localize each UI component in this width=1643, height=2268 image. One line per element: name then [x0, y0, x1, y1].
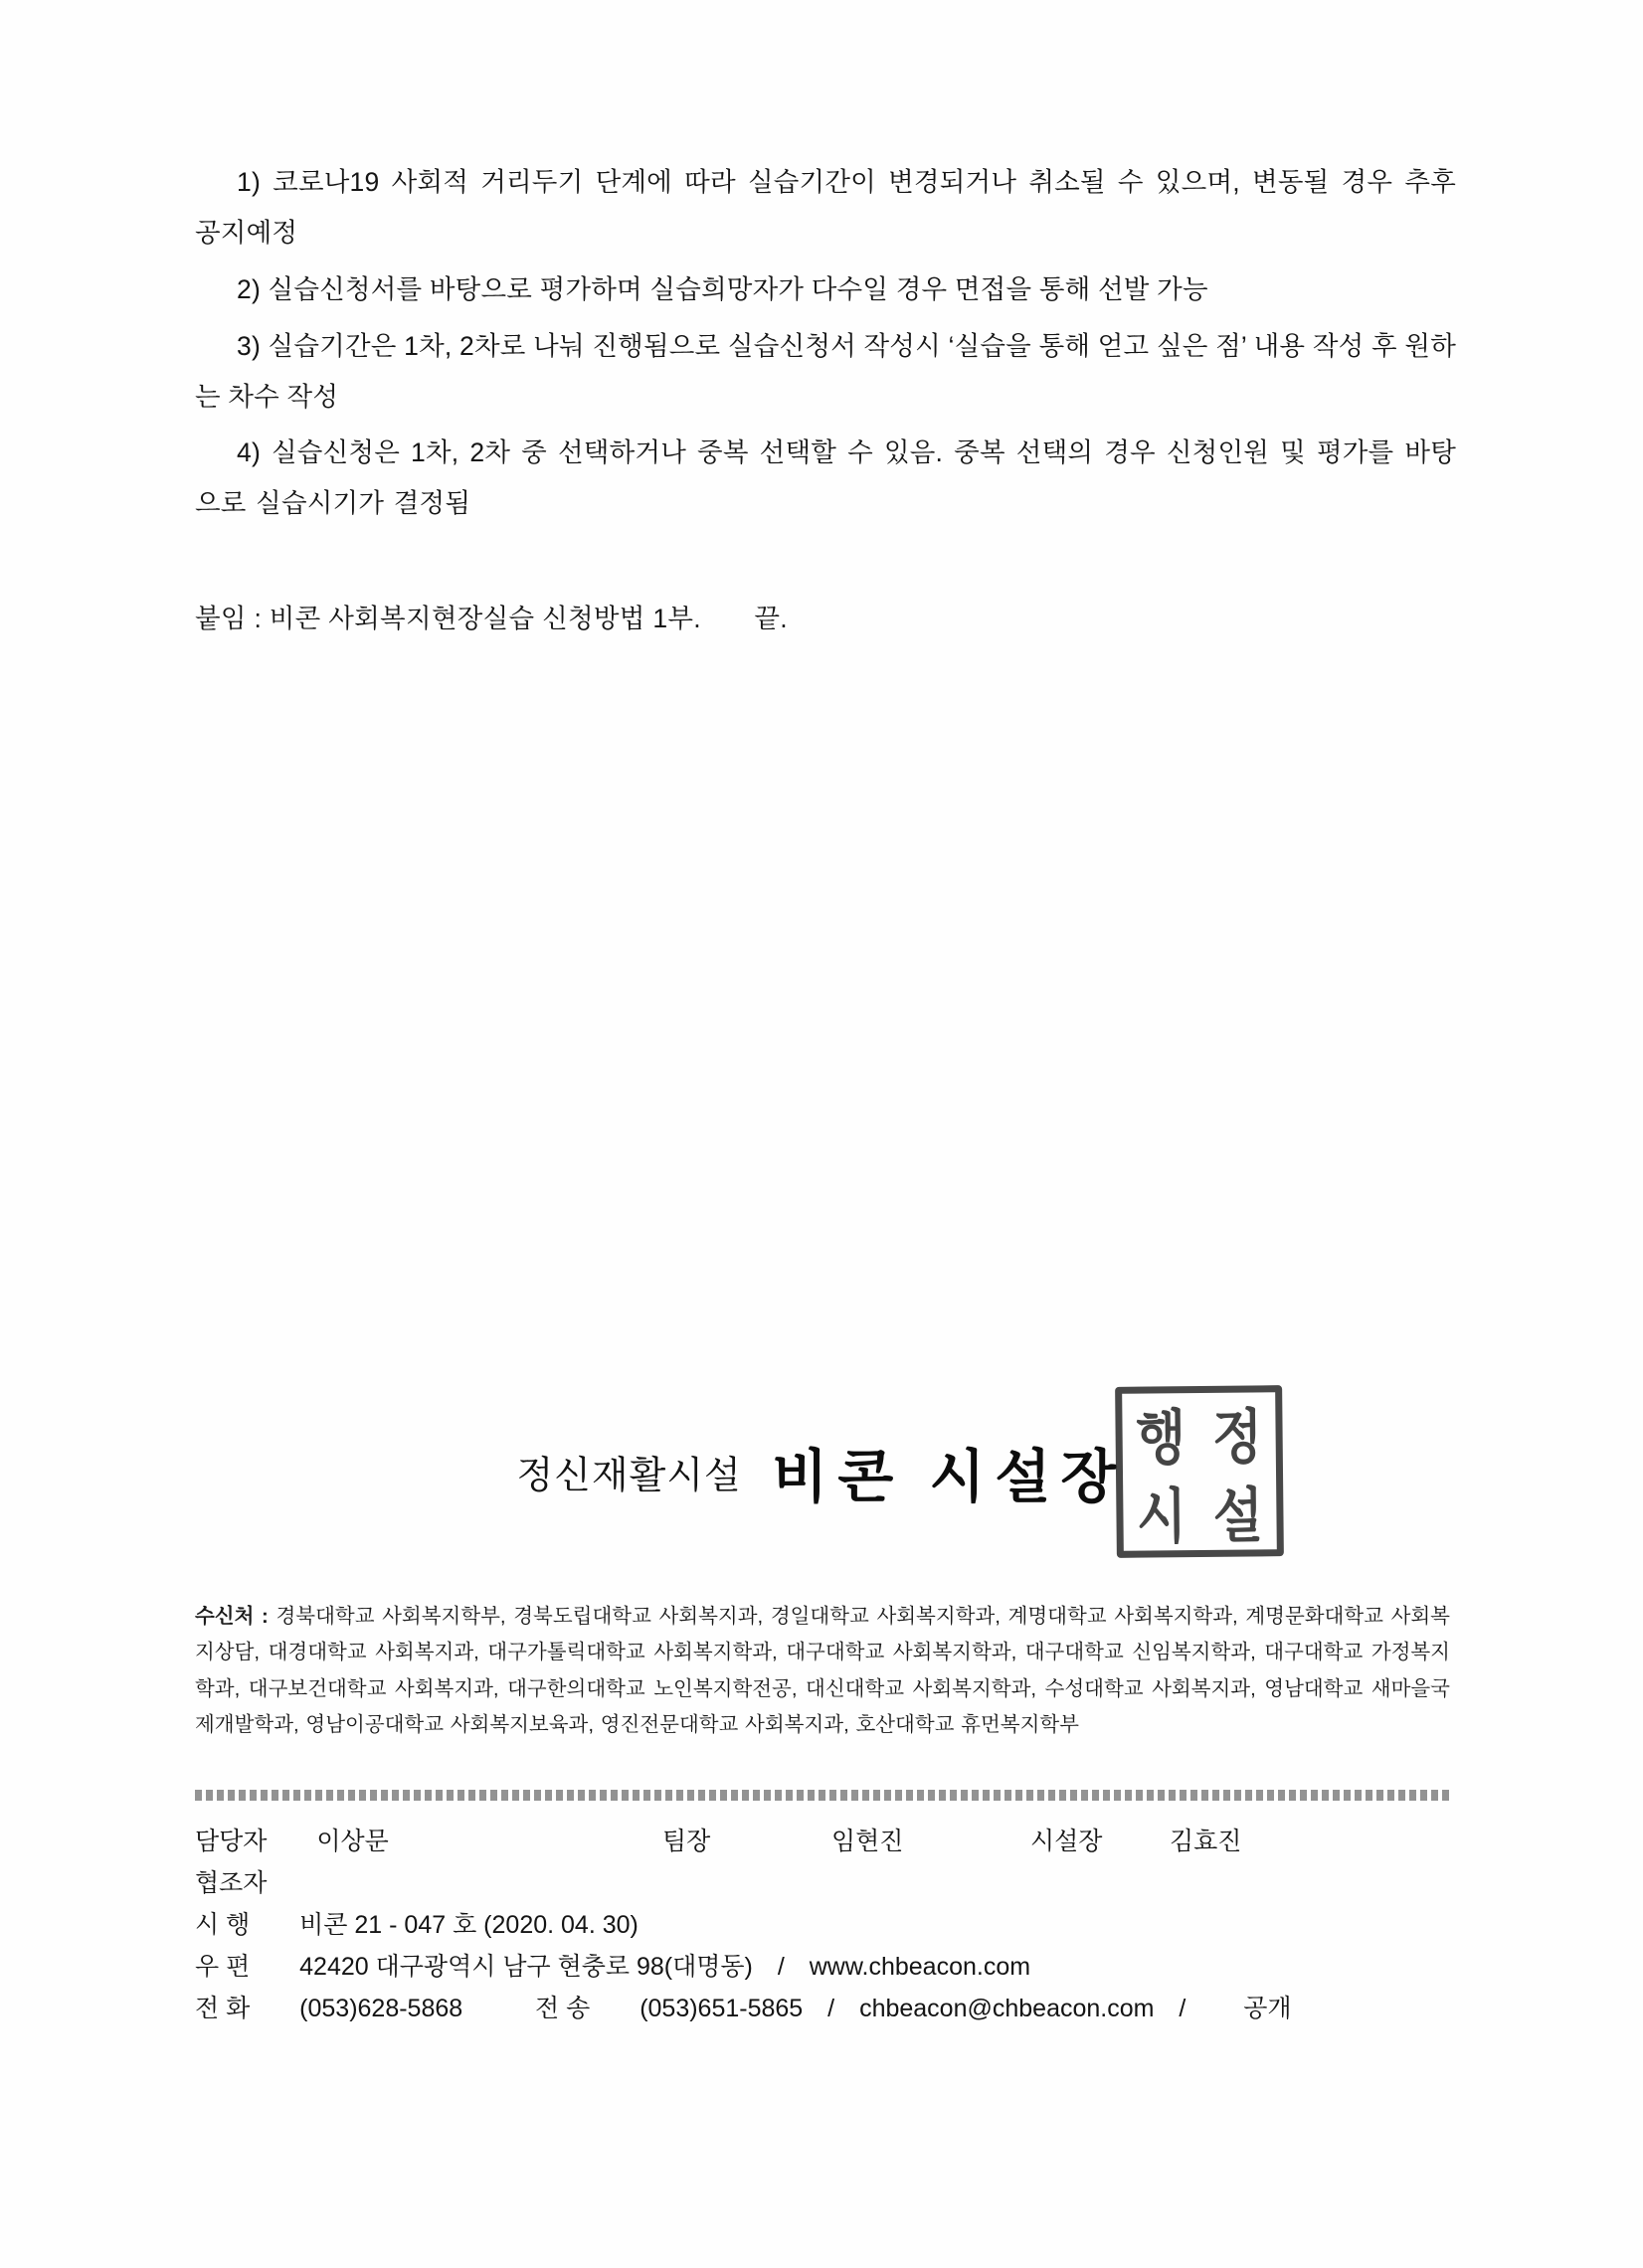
footer-issue-row: [195, 1905, 1488, 1947]
footer-contact-row: [195, 1989, 1488, 2030]
officer-label: 담당자: [195, 1828, 268, 1855]
footer-address-row: [195, 1947, 1488, 1989]
seal-char-4: 설: [1212, 1483, 1264, 1551]
seal-char-3: 시: [1136, 1484, 1187, 1551]
document-body: [195, 157, 1456, 535]
team-leader-name: 임현진: [831, 1828, 904, 1855]
postal-label: 우 편: [195, 1953, 251, 1981]
paragraph-1: 1) 코로나19 사회적 거리두기 단계에 따라 실습기간이 변경되거나 취소될 수 있으며, 변동될 경우 추후 공지예정: [195, 167, 1456, 248]
issue-label: 시 행: [195, 1911, 251, 1939]
recipients-block: [195, 1599, 1450, 1744]
director-label: 시설장: [1030, 1828, 1103, 1855]
end-mark: 끝.: [754, 604, 788, 633]
disclosure-status: 공개: [1243, 1995, 1292, 2022]
postal-address: 42420 대구광역시 남구 현충로 98(대명동): [299, 1953, 753, 1981]
director-name: 김효진: [1170, 1828, 1242, 1855]
official-seal-stamp: [1115, 1385, 1284, 1558]
phone-label: 전 화: [195, 1995, 251, 2022]
recipients-label: 수신처 :: [195, 1605, 269, 1628]
footer-roles-row: [195, 1822, 1488, 1863]
separator: /: [1179, 1995, 1187, 2022]
signature-title: 비콘 시설장: [772, 1445, 1127, 1509]
paragraph-2: 2) 실습신청서를 바탕으로 평가하며 실습희망자가 다수일 경우 면접을 통해 선발 가능: [237, 273, 1208, 304]
attachment-label: 붙임 : 비콘 사회복지현장실습 신청방법 1부.: [195, 604, 701, 633]
recipients-text: 경북대학교 사회복지학부, 경북도립대학교 사회복지과, 경일대학교 사회복지학과, 계명대학교 사회복지학과, 계명문화대학교 사회복지상담, 대경대학교 사회복지과, 대구가톨릭대학교 사회복지학과, 대구대학교 사회복지학과, 대구대학교 신임복지학과, 대구대학교 가정복지학과, 대구보건대학교 사회복지과, 대구한의대학교 노인복지학전공, 대신대학교 사회복지학과, 수성대학교 사회복지과, 영남대학교 새마을국제개발학과, 영남이공대학교 사회복지보육과, 영진전문대학교 사회복지과, 호산대학교 휴먼복지학부: [195, 1605, 1450, 1737]
separator: /: [827, 1995, 835, 2022]
fax-number: (053)651-5865: [639, 1995, 804, 2022]
footer-cooperator-row: [195, 1863, 1488, 1905]
cooperator-label: 협조자: [195, 1869, 268, 1897]
officer-name: 이상문: [316, 1828, 389, 1855]
issue-value: 비콘 21 - 047 호 (2020. 04. 30): [299, 1911, 639, 1939]
document-footer: [195, 1822, 1488, 2030]
website-link[interactable]: www.chbeacon.com: [809, 1953, 1031, 1981]
signature-line: [0, 1430, 1643, 1513]
paragraph-4: 4) 실습신청은 1차, 2차 중 선택하거나 중복 선택할 수 있음. 중복 선택의 경우 신청인원 및 평가를 바탕으로 실습시기가 결정됨: [195, 437, 1456, 519]
footer-divider: [195, 1790, 1450, 1801]
team-leader-label: 팀장: [662, 1828, 711, 1855]
seal-char-1: 행: [1135, 1406, 1187, 1473]
fax-label: 전 송: [535, 1995, 591, 2022]
phone-number: (053)628-5868: [299, 1995, 463, 2022]
separator: /: [777, 1953, 785, 1981]
paragraph-3: 3) 실습기간은 1차, 2차로 나눠 진행됨으로 실습신청서 작성시 ‘실습을 통해 얻고 싶은 점’ 내용 작성 후 원하는 차수 작성: [195, 330, 1456, 412]
email-address[interactable]: chbeacon@chbeacon.com: [859, 1995, 1155, 2022]
seal-char-2: 정: [1211, 1405, 1263, 1473]
attachment-line: [195, 597, 788, 635]
signature-prefix: 정신재활시설: [516, 1455, 742, 1497]
